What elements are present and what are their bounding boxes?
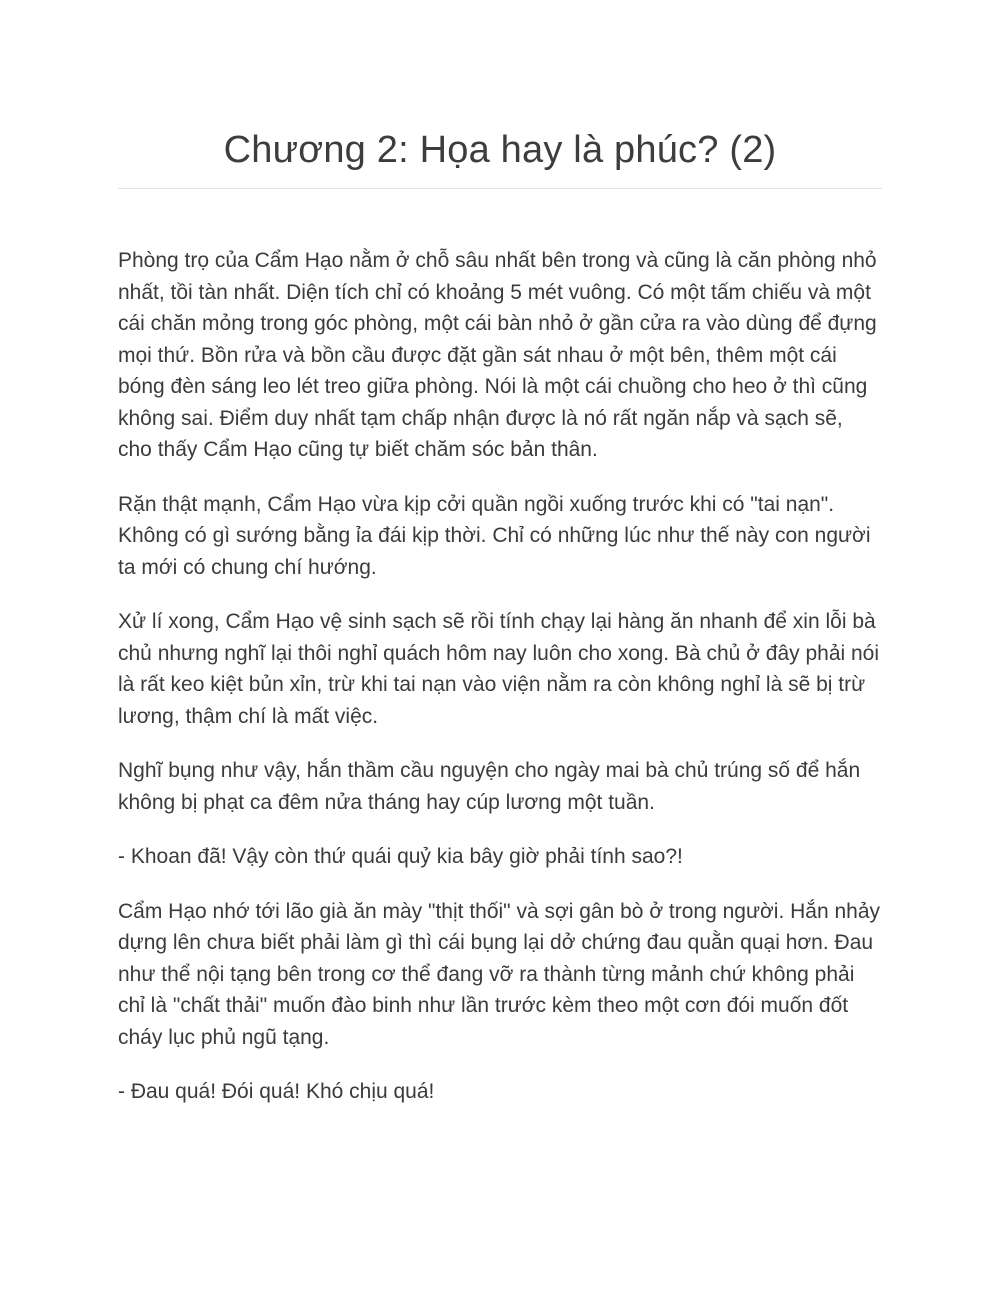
paragraph: Xử lí xong, Cẩm Hạo vệ sinh sạch sẽ rồi tính chạy lại hàng ăn nhanh để xin lỗi bà chủ nhưng nghĩ lại thôi nghỉ quách hôm nay luôn cho xong. Bà chủ ở đây phải nói là rất keo kiệt bủn xỉn, trừ khi tai nạn vào viện nằm ra còn không nghỉ là sẽ bị trừ lương, thậm chí là mất việc.: [118, 610, 880, 728]
document-page: [118, 0, 882, 1131]
chapter-body: [118, 245, 882, 1108]
title-divider: [118, 188, 882, 189]
dialogue-line: - Đau quá! Đói quá! Khó chịu quá!: [118, 1080, 435, 1103]
dialogue-line: - Khoan đã! Vậy còn thứ quái quỷ kia bây giờ phải tính sao?!: [118, 845, 683, 868]
paragraph: Cẩm Hạo nhớ tới lão già ăn mày "thịt thối" và sợi gân bò ở trong người. Hắn nhảy dựng lên chưa biết phải làm gì thì cái bụng lại dở chứng đau quằn quại hơn. Đau như thể nội tạng bên trong cơ thể đang vỡ ra thành từng mảnh chứ không phải chỉ là "chất thải" muốn đào binh như lần trước kèm theo một cơn đói muốn đốt cháy lục phủ ngũ tạng.: [118, 899, 881, 1049]
chapter-title: Chương 2: Họa hay là phúc? (2): [223, 129, 777, 171]
paragraph: Nghĩ bụng như vậy, hắn thầm cầu nguyện cho ngày mai bà chủ trúng số để hắn không bị phạt ca đêm nửa tháng hay cúp lương một tuần.: [118, 759, 861, 814]
paragraph: Rặn thật mạnh, Cẩm Hạo vừa kịp cởi quần ngồi xuống trước khi có "tai nạn". Không có gì sướng bằng ỉa đái kịp thời. Chỉ có những lúc như thế này con người ta mới có chung chí hướng.: [118, 492, 871, 579]
paragraph: Phòng trọ của Cẩm Hạo nằm ở chỗ sâu nhất bên trong và cũng là căn phòng nhỏ nhất, tồi tàn nhất. Diện tích chỉ có khoảng 5 mét vuông. Có một tấm chiếu và một cái chăn mỏng trong góc phòng, một cái bàn nhỏ ở gần cửa ra vào dùng để đựng mọi thứ. Bồn rửa và bồn cầu được đặt gần sát nhau ở một bên, thêm một cái bóng đèn sáng leo lét treo giữa phòng. Nói là một cái chuồng cho heo ở thì cũng không sai. Điểm duy nhất tạm chấp nhận được là nó rất ngăn nắp và sạch sẽ, cho thấy Cẩm Hạo cũng tự biết chăm sóc bản thân.: [118, 249, 877, 461]
